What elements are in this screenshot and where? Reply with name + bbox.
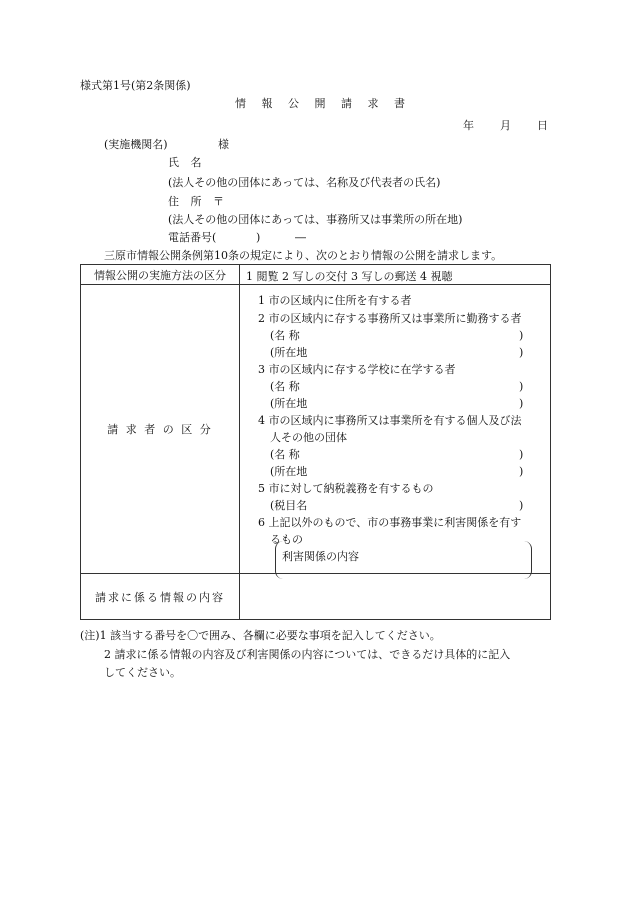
type-5-tax: (税目名	[270, 499, 308, 512]
type-2-address-close: )	[519, 346, 524, 359]
type-6: 6 上記以外のもので、市の事務事業に利害関係を有す	[258, 516, 522, 529]
type-4-name-close: )	[519, 448, 524, 461]
method-label-cell	[81, 265, 240, 285]
note-2-cont: してください。	[104, 666, 181, 679]
interest-content-field[interactable]	[275, 541, 532, 579]
date-month: 月	[500, 119, 511, 132]
method-options: 1 閲覧 2 写しの交付 3 写しの郵送 4 視聴	[246, 270, 453, 283]
name-note: (法人その他の団体にあっては、名称及び代表者の氏名)	[168, 176, 441, 189]
method-label: 情報公開の実施方法の区分	[94, 268, 226, 282]
type-4: 4 市の区域内に事務所又は事業所を有する個人及び法	[258, 414, 522, 427]
date-year: 年	[463, 119, 474, 132]
requester-type-cell[interactable]	[240, 285, 551, 574]
intro-text: 三原市情報公開条例第10条の規定により、次のとおり情報の公開を請求します。	[104, 249, 503, 262]
type-2-address: (所在地	[270, 346, 308, 359]
type-3-name: (名 称	[270, 380, 300, 393]
type-6-interest: 利害関係の内容	[282, 550, 359, 563]
type-4-cont: 人その他の団体	[270, 431, 347, 444]
info-content-label-cell	[81, 574, 240, 620]
type-4-address-close: )	[519, 465, 524, 478]
name-label: 氏 名	[168, 156, 206, 169]
address-note: (法人その他の団体にあっては、事務所又は事業所の所在地)	[168, 213, 463, 226]
type-6-cont: るもの	[270, 533, 303, 546]
type-3-address-close: )	[519, 397, 524, 410]
info-content-cell[interactable]	[240, 574, 551, 620]
type-4-address: (所在地	[270, 465, 308, 478]
addressee-honorific: 様	[218, 138, 229, 151]
note-2: 2 請求に係る情報の内容及び利害関係の内容については、できるだけ具体的に記入	[104, 648, 511, 661]
addressee-org: (実施機関名)	[104, 138, 168, 151]
type-3-name-close: )	[519, 380, 524, 393]
type-4-name: (名 称	[270, 448, 300, 461]
type-5-tax-close: )	[519, 499, 524, 512]
type-3: 3 市の区域内に存する学校に在学する者	[258, 363, 456, 376]
requester-type-label: 請 求 者 の 区 分	[107, 423, 213, 436]
method-options-cell[interactable]	[240, 265, 551, 285]
type-3-address: (所在地	[270, 397, 308, 410]
form-number: 様式第1号(第2条関係)	[80, 79, 191, 92]
address-label: 住 所 〒	[168, 195, 228, 208]
type-2-name: (名 称	[270, 329, 300, 342]
phone-dash: ―	[295, 231, 306, 244]
note-1: (注)1 該当する番号を〇で囲み、各欄に必要な事項を記入してください。	[80, 629, 441, 642]
phone-label: 電話番号(	[168, 231, 217, 244]
date-day: 日	[537, 119, 548, 132]
type-5: 5 市に対して納税義務を有するもの	[258, 482, 434, 495]
type-2: 2 市の区域内に存する事務所又は事業所に勤務する者	[258, 312, 522, 325]
page-title: 情 報 公 開 請 求 書	[235, 97, 411, 110]
phone-close: )	[256, 231, 261, 244]
requester-type-label-cell	[81, 285, 240, 574]
info-content-label: 請求に係る情報の内容	[95, 590, 225, 604]
type-1: 1 市の区域内に住所を有する者	[258, 294, 412, 307]
type-2-name-close: )	[519, 329, 524, 342]
